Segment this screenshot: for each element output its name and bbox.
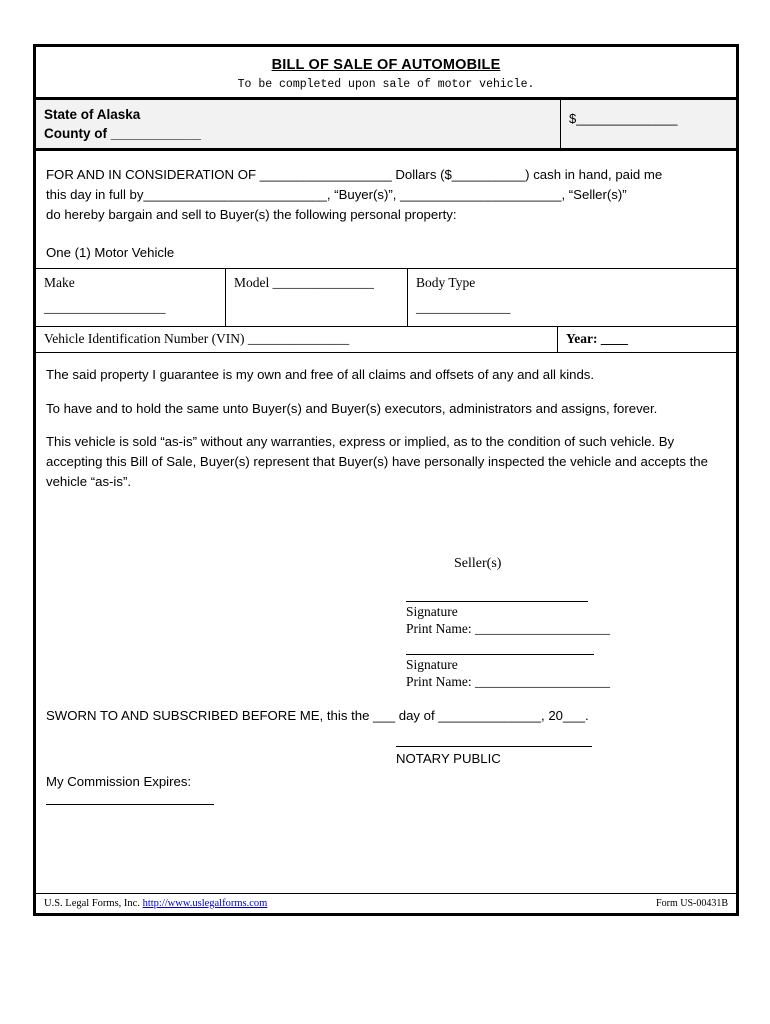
signature-area: [36, 506, 736, 690]
document-footer: [36, 893, 736, 913]
vehicle-details-table: [36, 268, 736, 327]
footer-form-number: Form US-00431B: [656, 897, 728, 909]
signature-label-2: Signature: [406, 656, 458, 672]
vehicle-make-cell: [36, 269, 226, 326]
vehicle-model-cell: [226, 269, 408, 326]
consideration-block: [36, 151, 736, 230]
amount-field[interactable]: $______________: [569, 111, 678, 126]
state-county-strip: [36, 100, 736, 151]
body-paragraphs: [36, 353, 736, 492]
vin-row: [36, 327, 736, 353]
footer-company: U.S. Legal Forms, Inc.: [44, 897, 140, 909]
body-type-input[interactable]: ______________: [416, 299, 511, 315]
signature-line-1[interactable]: [406, 600, 588, 602]
paragraph-habendum: To have and to hold the same unto Buyer(s) and Buyer(s) executors, administrators and assigns, forever.: [46, 400, 658, 416]
document-page: [33, 44, 739, 916]
notary-signature-line[interactable]: [396, 745, 592, 747]
paragraph-as-is: This vehicle is sold “as-is” without any warranties, express or implied, as to the condition of such vehicle. By accepting this Bill of Sale, Buyer(s) represent that Buyer(s) have personally inspected the vehicle and accepts the vehicle “as-is”.: [46, 434, 708, 489]
commission-block: [36, 766, 736, 805]
consideration-line-3: do hereby bargain and sell to Buyer(s) the following personal property:: [46, 206, 457, 222]
state-label: State of Alaska: [44, 107, 141, 122]
model-label[interactable]: Model _______________: [234, 274, 374, 290]
page-title: BILL OF SALE OF AUTOMOBILE: [271, 57, 501, 73]
property-description: One (1) Motor Vehicle: [46, 244, 175, 260]
signature-label-1: Signature: [406, 603, 458, 619]
year-field[interactable]: Year: ____: [566, 330, 628, 346]
commission-label: My Commission Expires:: [46, 773, 192, 789]
document-subtitle: To be completed upon sale of motor vehicle.: [237, 78, 535, 91]
vin-field[interactable]: Vehicle Identification Number (VIN) _______________: [36, 327, 558, 352]
bottom-spacer: [36, 805, 736, 853]
footer-url-link[interactable]: http://www.uslegalforms.com: [142, 897, 268, 909]
footer-company-block: [44, 898, 656, 909]
print-name-field-1[interactable]: Print Name: ____________________: [406, 620, 610, 636]
body-type-label: Body Type: [416, 274, 476, 290]
state-county-block: [36, 100, 561, 148]
seller-signature-block-1: [406, 600, 726, 637]
signature-line-2[interactable]: [406, 653, 594, 655]
notary-label: NOTARY PUBLIC: [396, 750, 501, 766]
document-header: [36, 47, 736, 100]
sworn-statement[interactable]: SWORN TO AND SUBSCRIBED BEFORE ME, this the ___ day of ______________, 20___.: [46, 707, 589, 723]
consideration-line-1: FOR AND IN CONSIDERATION OF __________________ Dollars ($__________) cash in hand, paid me: [46, 167, 663, 183]
county-field[interactable]: County of ____________: [44, 126, 201, 142]
make-label: Make: [44, 274, 75, 290]
vehicle-body-type-cell: [408, 269, 736, 326]
make-input[interactable]: __________________: [44, 299, 166, 315]
print-name-field-2[interactable]: Print Name: ____________________: [406, 673, 610, 689]
notary-block: [396, 745, 736, 766]
amount-block: [561, 100, 736, 148]
sellers-heading: Seller(s): [454, 555, 502, 571]
paragraph-guarantee: The said property I guarantee is my own and free of all claims and offsets of any and all kinds.: [46, 366, 595, 382]
consideration-line-2: this day in full by_________________________, “Buyer(s)”, ______________________, “Seller(s)”: [46, 187, 627, 203]
seller-signature-block-2: [406, 653, 726, 690]
